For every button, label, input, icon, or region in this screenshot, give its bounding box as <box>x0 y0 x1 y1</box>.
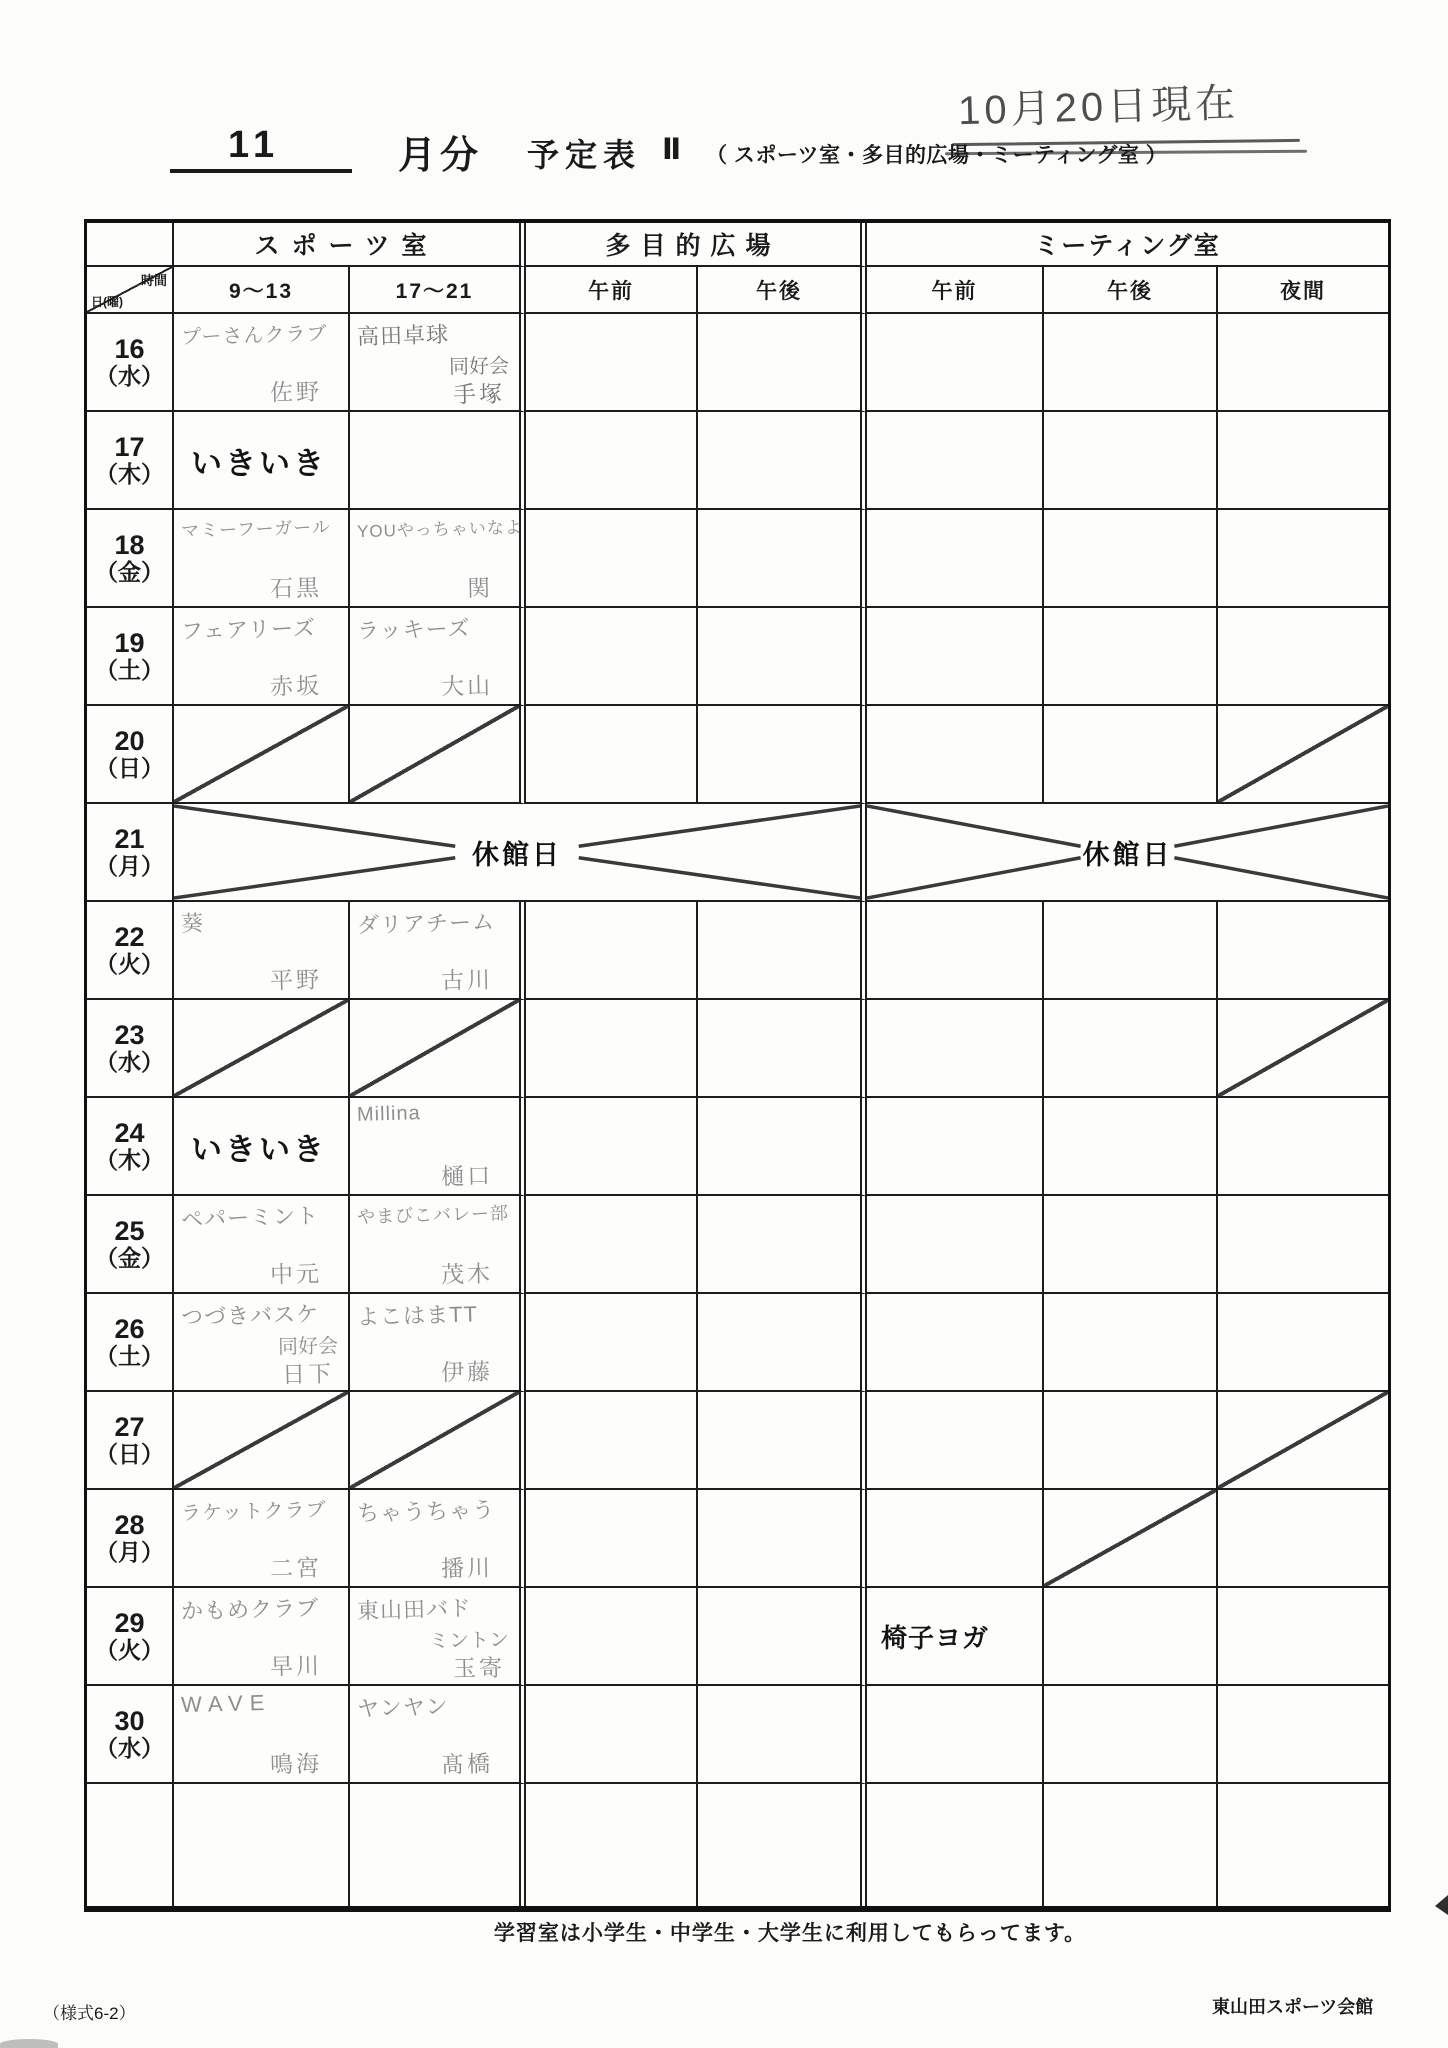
unavailable-diagonal-line <box>350 1392 519 1488</box>
title-roman-numeral: Ⅱ <box>662 134 682 166</box>
entry-club-name: よこはまTT <box>356 1301 479 1330</box>
date-weekday: （金） <box>95 1245 164 1272</box>
cell-25-t_night <box>1218 1196 1388 1294</box>
time-header-t_pm: 午後 <box>1044 267 1218 314</box>
date-weekday: （土） <box>95 657 164 684</box>
cell-blank-m_pm <box>698 1784 867 1906</box>
date-weekday: （水） <box>95 1049 164 1076</box>
corner-time-label: 時間 <box>140 273 167 288</box>
cell-16-m_am <box>526 314 698 412</box>
date-number: 22 <box>114 922 145 952</box>
cell-30-s1721 <box>350 1686 526 1784</box>
entry-person-name: 手塚 <box>452 380 506 408</box>
title-plan-label: 予定表 <box>527 137 642 173</box>
entry-person-name: 石黒 <box>269 574 323 602</box>
date-number: 17 <box>114 432 145 462</box>
cell-26-m_am <box>526 1294 698 1392</box>
date-number: 25 <box>114 1216 145 1246</box>
cell-20-t_pm <box>1044 706 1218 804</box>
cell-19-m_pm <box>698 608 867 706</box>
unavailable-diagonal-line <box>350 706 519 802</box>
footer-facility-name: 東山田スポーツ会館 <box>1212 1997 1374 2017</box>
date-weekday: （土） <box>95 1343 164 1370</box>
cell-24-m_pm <box>698 1098 867 1196</box>
title-month-number: 11 <box>228 124 281 166</box>
date-number: 27 <box>114 1412 145 1442</box>
date-cell-25 <box>87 1196 174 1294</box>
cell-23-m_pm <box>698 1000 867 1098</box>
cell-22-s1721 <box>350 902 526 1000</box>
entry-person-name: 髙橋 <box>440 1750 494 1778</box>
entry-club-name-line2: 同好会 <box>448 355 510 379</box>
cell-30-m_am <box>526 1686 698 1784</box>
date-cell-24 <box>87 1098 174 1196</box>
date-number: 16 <box>114 334 145 364</box>
cell-20-s913 <box>174 706 350 804</box>
header-corner-spacer <box>87 223 174 267</box>
cell-blank-t_am <box>867 1784 1044 1906</box>
cell-28-t_night <box>1218 1490 1388 1588</box>
date-weekday: （金） <box>95 559 164 586</box>
cell-22-t_night <box>1218 902 1388 1000</box>
entry-club-name: WAVE <box>180 1689 272 1718</box>
cell-17-m_am <box>526 412 698 510</box>
cell-20-t_am <box>867 706 1044 804</box>
cell-30-t_night <box>1218 1686 1388 1784</box>
cell-18-t_am <box>867 510 1044 608</box>
cell-24-t_am <box>867 1098 1044 1196</box>
cell-23-t_am <box>867 1000 1044 1098</box>
entry-person-name: 早川 <box>269 1652 323 1680</box>
date-weekday: （日） <box>95 755 164 782</box>
unavailable-diagonal-line <box>174 706 348 802</box>
closed-day-label: 休館日 <box>472 839 562 870</box>
date-weekday: （火） <box>95 1637 164 1664</box>
entry-person-name: 玉寄 <box>452 1654 506 1682</box>
cell-blank-s913 <box>174 1784 350 1906</box>
entry-person-name: 伊藤 <box>440 1358 494 1386</box>
cell-27-t_pm <box>1044 1392 1218 1490</box>
cell-26-s1721 <box>350 1294 526 1392</box>
time-header-t_night: 夜間 <box>1218 267 1388 314</box>
date-cell-30 <box>87 1686 174 1784</box>
entry-club-name: マミーフーガール <box>180 517 332 541</box>
cell-28-s913 <box>174 1490 350 1588</box>
entry-person-name: 関 <box>466 574 494 602</box>
cell-24-s1721 <box>350 1098 526 1196</box>
footer-study-room-note: 学習室は小学生・中学生・大学生に利用してもらってます。 <box>493 1922 1087 1945</box>
cell-blank-t_night <box>1218 1784 1388 1906</box>
cell-22-m_pm <box>698 902 867 1000</box>
entry-printed-text: 椅子ヨガ <box>881 1622 990 1653</box>
cell-blank-t_pm <box>1044 1784 1218 1906</box>
entry-club-name: かもめクラブ <box>180 1595 320 1624</box>
cell-18-s1721 <box>350 510 526 608</box>
cell-26-s913 <box>174 1294 350 1392</box>
cell-20-t_night <box>1218 706 1388 804</box>
section-header-1: スポーツ室 <box>174 223 526 267</box>
cell-16-s1721 <box>350 314 526 412</box>
date-weekday: （月） <box>95 1539 164 1566</box>
entry-club-name: 高田卓球 <box>356 321 450 350</box>
unavailable-diagonal-line <box>1044 1490 1216 1586</box>
date-number: 26 <box>114 1314 145 1344</box>
cell-19-t_pm <box>1044 608 1218 706</box>
section-header-2: 多目的広場 <box>526 223 867 267</box>
entry-person-name: 樋口 <box>440 1162 494 1190</box>
entry-club-name: つづきバスケ <box>180 1301 320 1330</box>
cell-24-s913 <box>174 1098 350 1196</box>
cell-17-s1721 <box>350 412 526 510</box>
entry-person-name: 赤坂 <box>269 672 323 700</box>
cell-30-t_pm <box>1044 1686 1218 1784</box>
cell-blank-m_am <box>526 1784 698 1906</box>
cell-blank-s1721 <box>350 1784 526 1906</box>
cell-19-t_am <box>867 608 1044 706</box>
entry-club-name: ちゃうちゃう <box>356 1497 496 1526</box>
cell-18-m_am <box>526 510 698 608</box>
cell-28-m_pm <box>698 1490 867 1588</box>
date-cell-21 <box>87 804 174 902</box>
entry-club-name: 東山田バド <box>356 1595 472 1624</box>
schedule-table <box>84 219 1391 1912</box>
cell-29-s1721 <box>350 1588 526 1686</box>
cell-30-m_pm <box>698 1686 867 1784</box>
cell-17-t_pm <box>1044 412 1218 510</box>
cell-19-s913 <box>174 608 350 706</box>
time-header-m_am: 午前 <box>526 267 698 314</box>
entry-club-name: フェアリーズ <box>180 615 317 644</box>
cell-22-t_pm <box>1044 902 1218 1000</box>
cell-24-m_am <box>526 1098 698 1196</box>
cell-29-s913 <box>174 1588 350 1686</box>
entry-person-name: 播川 <box>440 1554 494 1582</box>
entry-club-name: やまびこバレー部 <box>356 1203 510 1227</box>
cell-22-t_am <box>867 902 1044 1000</box>
entry-person-name: 大山 <box>440 672 494 700</box>
cell-22-m_am <box>526 902 698 1000</box>
entry-person-name: 二宮 <box>269 1554 323 1582</box>
section-header-3: ミーティング室 <box>867 223 1388 267</box>
entry-person-name: 中元 <box>269 1260 323 1288</box>
scan-artifact-right-edge <box>1435 1895 1448 1915</box>
time-header-m_pm: 午後 <box>698 267 867 314</box>
asof-note-text: 10月20日現在 <box>957 81 1240 134</box>
cell-28-m_am <box>526 1490 698 1588</box>
date-number: 29 <box>114 1608 145 1638</box>
entry-club-name: ヤンヤン <box>356 1693 449 1722</box>
entry-person-name: 佐野 <box>269 378 323 406</box>
cell-30-t_am <box>867 1686 1044 1784</box>
cell-27-m_pm <box>698 1392 867 1490</box>
entry-club-name: YOUやっちゃいなよ <box>356 517 524 542</box>
cell-16-s913 <box>174 314 350 412</box>
date-number: 24 <box>114 1118 145 1148</box>
cell-28-s1721 <box>350 1490 526 1588</box>
date-cell-18 <box>87 510 174 608</box>
cell-27-t_am <box>867 1392 1044 1490</box>
date-cell-20 <box>87 706 174 804</box>
cell-17-t_night <box>1218 412 1388 510</box>
cell-19-m_am <box>526 608 698 706</box>
unavailable-diagonal-line <box>1218 706 1388 802</box>
entry-club-name: ラッキーズ <box>356 615 471 644</box>
date-number: 20 <box>114 726 145 756</box>
cell-27-m_am <box>526 1392 698 1490</box>
cell-16-t_pm <box>1044 314 1218 412</box>
time-header-t_am: 午前 <box>867 267 1044 314</box>
unavailable-diagonal-line <box>350 1000 519 1096</box>
entry-club-name: プーさんクラブ <box>180 323 328 349</box>
cell-27-s1721 <box>350 1392 526 1490</box>
cell-19-t_night <box>1218 608 1388 706</box>
title-month-underline <box>170 169 352 173</box>
cell-28-t_pm <box>1044 1490 1218 1588</box>
date-cell-23 <box>87 1000 174 1098</box>
cell-29-t_night <box>1218 1588 1388 1686</box>
date-weekday: （火） <box>95 951 164 978</box>
title-rooms-list: （ スポーツ室・多目的広場・ミーティング室 ） <box>706 144 1168 167</box>
date-number: 19 <box>114 628 145 658</box>
cell-26-t_night <box>1218 1294 1388 1392</box>
entry-club-name-line2: 同好会 <box>277 1335 339 1359</box>
date-cell-19 <box>87 608 174 706</box>
entry-person-name: 古川 <box>440 966 494 994</box>
cell-26-t_am <box>867 1294 1044 1392</box>
cell-16-m_pm <box>698 314 867 412</box>
date-weekday: （日） <box>95 1441 164 1468</box>
entry-club-name: 葵 <box>180 910 205 937</box>
cell-22-s913 <box>174 902 350 1000</box>
unavailable-diagonal-line <box>174 1000 348 1096</box>
cell-29-t_am <box>867 1588 1044 1686</box>
entry-club-name: ペパーミント <box>180 1203 320 1232</box>
title-month-label: 月分 <box>398 135 483 177</box>
date-weekday: （木） <box>95 461 164 488</box>
cell-17-s913 <box>174 412 350 510</box>
cell-28-t_am <box>867 1490 1044 1588</box>
cell-25-m_pm <box>698 1196 867 1294</box>
date-number: 23 <box>114 1020 145 1050</box>
date-cell-28 <box>87 1490 174 1588</box>
date-cell-26 <box>87 1294 174 1392</box>
entry-club-name-line2: ミントン <box>428 1629 510 1653</box>
cell-25-t_pm <box>1044 1196 1218 1294</box>
cell-24-t_pm <box>1044 1098 1218 1196</box>
entry-person-name: 茂木 <box>440 1260 494 1288</box>
cell-18-s913 <box>174 510 350 608</box>
scan-artifact-bottom-left <box>0 2039 58 2048</box>
date-weekday: （月） <box>95 853 164 880</box>
cell-26-t_pm <box>1044 1294 1218 1392</box>
unavailable-diagonal-line <box>174 1392 348 1488</box>
cell-18-t_pm <box>1044 510 1218 608</box>
cell-23-s913 <box>174 1000 350 1098</box>
date-number: 18 <box>114 530 145 560</box>
cell-29-t_pm <box>1044 1588 1218 1686</box>
handwritten-asof-note <box>957 69 1338 137</box>
date-cell-27 <box>87 1392 174 1490</box>
cell-24-t_night <box>1218 1098 1388 1196</box>
closed-span-sports-plaza <box>174 804 867 902</box>
cell-17-m_pm <box>698 412 867 510</box>
cell-30-s913 <box>174 1686 350 1784</box>
cell-25-m_am <box>526 1196 698 1294</box>
date-weekday: （水） <box>95 363 164 390</box>
entry-printed-text: いきいき <box>191 445 327 481</box>
cell-20-m_pm <box>698 706 867 804</box>
date-cell-17 <box>87 412 174 510</box>
cell-25-s1721 <box>350 1196 526 1294</box>
date-cell-16 <box>87 314 174 412</box>
cell-23-t_pm <box>1044 1000 1218 1098</box>
cell-23-t_night <box>1218 1000 1388 1098</box>
cell-27-s913 <box>174 1392 350 1490</box>
date-number: 28 <box>114 1510 145 1540</box>
cell-26-m_pm <box>698 1294 867 1392</box>
date-number: 30 <box>114 1706 145 1736</box>
cell-29-m_am <box>526 1588 698 1686</box>
cell-23-m_am <box>526 1000 698 1098</box>
entry-club-name: Millina <box>356 1102 421 1126</box>
cell-25-s913 <box>174 1196 350 1294</box>
closed-span-meeting <box>867 804 1388 902</box>
cell-16-t_night <box>1218 314 1388 412</box>
date-weekday: （水） <box>95 1735 164 1762</box>
cell-19-s1721 <box>350 608 526 706</box>
corner-day-label: 日(曜) <box>91 295 123 309</box>
corner-day-time-cell <box>87 267 174 314</box>
entry-club-name: ラケットクラブ <box>180 1499 327 1525</box>
date-number: 21 <box>114 824 145 854</box>
time-header-s1721: 17～21 <box>350 267 526 314</box>
cell-18-t_night <box>1218 510 1388 608</box>
date-cell-29 <box>87 1588 174 1686</box>
cell-17-t_am <box>867 412 1044 510</box>
cell-16-t_am <box>867 314 1044 412</box>
date-cell-22 <box>87 902 174 1000</box>
cell-20-m_am <box>526 706 698 804</box>
closed-day-label: 休館日 <box>1082 839 1173 870</box>
time-header-s913: 9～13 <box>174 267 350 314</box>
cell-27-t_night <box>1218 1392 1388 1490</box>
entry-person-name: 日下 <box>281 1360 335 1388</box>
unavailable-diagonal-line <box>1218 1392 1388 1488</box>
cell-20-s1721 <box>350 706 526 804</box>
date-cell-blank <box>87 1784 174 1906</box>
entry-person-name: 平野 <box>269 966 323 994</box>
footer-form-code: （様式6-2） <box>43 2004 136 2023</box>
cell-18-m_pm <box>698 510 867 608</box>
entry-person-name: 鳴海 <box>269 1750 323 1778</box>
cell-29-m_pm <box>698 1588 867 1686</box>
date-weekday: （木） <box>95 1147 164 1174</box>
entry-printed-text: いきいき <box>191 1131 327 1167</box>
cell-25-t_am <box>867 1196 1044 1294</box>
entry-club-name: ダリアチーム <box>356 909 496 938</box>
cell-23-s1721 <box>350 1000 526 1098</box>
unavailable-diagonal-line <box>1218 1000 1388 1096</box>
